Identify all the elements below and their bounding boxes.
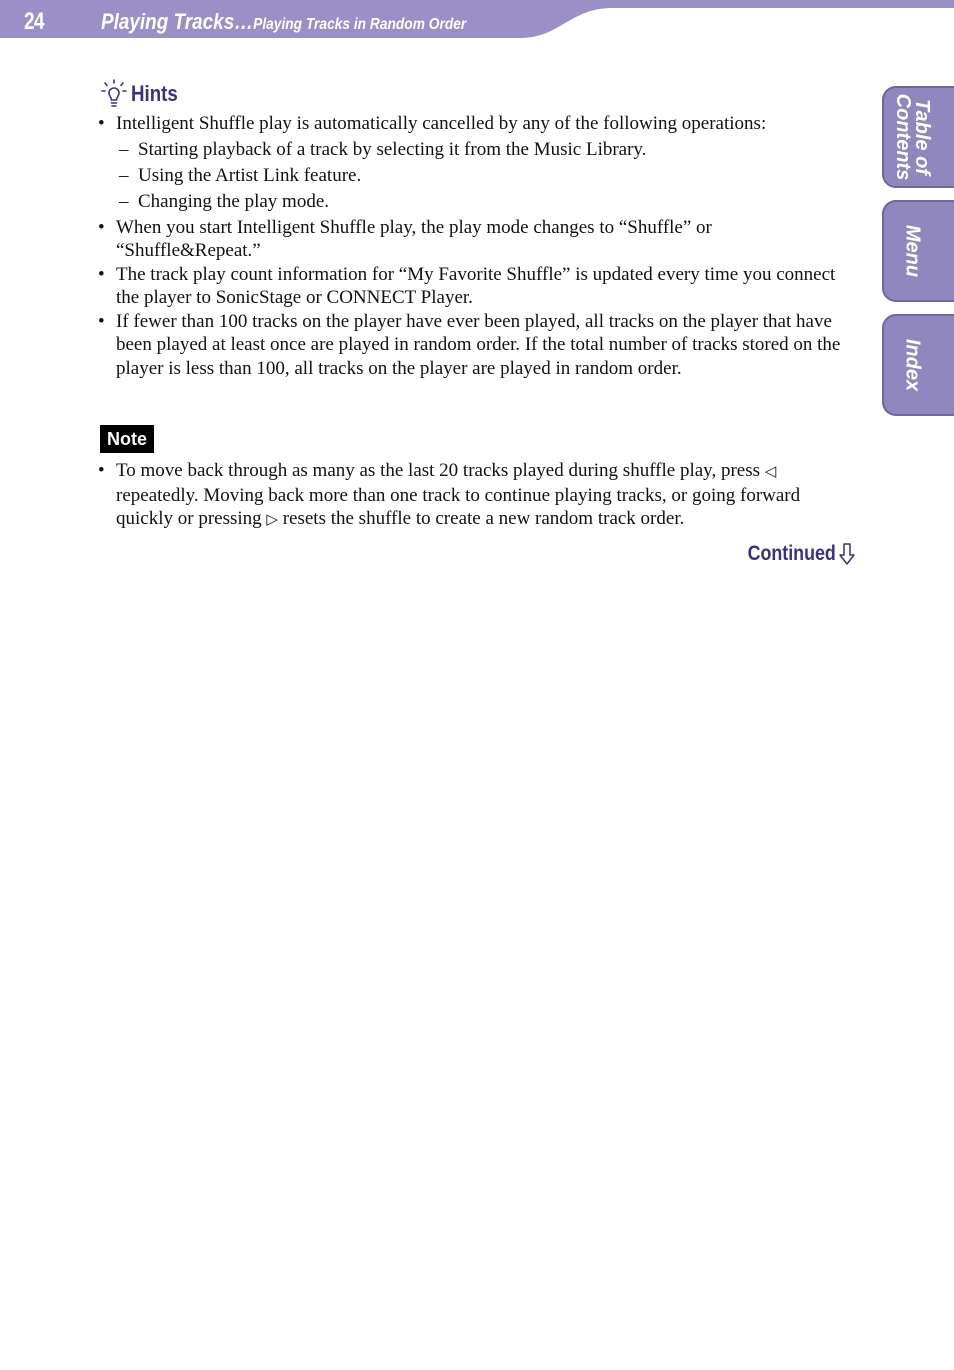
hint-subitem bbox=[116, 190, 848, 214]
lightbulb-icon bbox=[101, 79, 127, 109]
note-text-part3: resets the shuffle to create a new random track order. bbox=[277, 508, 685, 529]
hint-text: When you start Intelligent Shuffle play, the play mode changes to “Shuffle” or “Shuffle&Repeat.” bbox=[116, 216, 712, 261]
note-text-part2: repeatedly. Moving back more than one track to continue playing tracks, or going forward quickly or pressing bbox=[116, 484, 801, 529]
down-arrow-icon bbox=[838, 542, 856, 566]
hint-item bbox=[98, 263, 848, 310]
header-title bbox=[101, 9, 466, 35]
dash: – bbox=[119, 164, 129, 186]
tab-table-of-contents[interactable] bbox=[882, 86, 954, 188]
tab-index[interactable] bbox=[882, 314, 954, 416]
hint-subitem-text: Changing the play mode. bbox=[138, 190, 330, 212]
hint-text: If fewer than 100 tracks on the player have ever been played, all tracks on the player that have been played at least once are played in random order. If the total number of tracks stored on the player is less than 100, all tracks on the player are played in random order. bbox=[116, 310, 841, 379]
hint-text: Intelligent Shuffle play is automatically cancelled by any of the following operations: bbox=[116, 113, 767, 134]
continued-label: Continued bbox=[747, 542, 836, 565]
forward-button-symbol: ▷ bbox=[266, 510, 278, 528]
tab-label-line2: Contents bbox=[892, 93, 914, 181]
bullet: • bbox=[98, 216, 105, 238]
hint-item bbox=[98, 310, 848, 381]
tab-label-line1: Table of bbox=[911, 99, 933, 175]
dash: – bbox=[119, 138, 129, 160]
bullet: • bbox=[98, 263, 105, 285]
hints-heading-label: Hints bbox=[131, 81, 178, 106]
tab-menu-label: Menu bbox=[901, 224, 924, 278]
hint-subitem-text: Using the Artist Link feature. bbox=[138, 164, 362, 186]
tab-menu[interactable] bbox=[882, 200, 954, 302]
hint-subitem bbox=[116, 138, 848, 162]
hint-text: The track play count information for “My Favorite Shuffle” is updated every time you connect the player to SonicStage or CONNECT Player. bbox=[116, 263, 836, 308]
section-title: Playing Tracks… bbox=[101, 9, 254, 34]
hint-subitem-text: Starting playback of a track by selecting it from the Music Library. bbox=[138, 138, 647, 160]
bullet: • bbox=[98, 113, 105, 134]
tab-table-of-contents-label bbox=[893, 94, 931, 181]
page-number: 24 bbox=[24, 8, 44, 35]
page-header bbox=[0, 0, 954, 44]
back-button-symbol: ◁ bbox=[764, 462, 777, 480]
bullet: • bbox=[98, 460, 105, 481]
tab-index-label: Index bbox=[901, 338, 924, 392]
note-list bbox=[98, 459, 848, 532]
note-label: Note bbox=[100, 425, 154, 453]
hints-list bbox=[98, 112, 848, 380]
note-text-part1: To move back through as many as the last 20 tracks played during shuffle play, press bbox=[116, 460, 765, 481]
hint-item bbox=[98, 216, 848, 263]
continued-link[interactable] bbox=[732, 542, 856, 566]
bullet: • bbox=[98, 310, 105, 332]
note-item bbox=[98, 459, 848, 532]
dash: – bbox=[119, 190, 129, 212]
hint-subitem bbox=[116, 164, 848, 188]
hints-heading bbox=[101, 79, 186, 109]
subsection-title: Playing Tracks in Random Order bbox=[253, 16, 467, 33]
hint-subitems bbox=[116, 138, 848, 214]
hint-item bbox=[98, 112, 848, 213]
